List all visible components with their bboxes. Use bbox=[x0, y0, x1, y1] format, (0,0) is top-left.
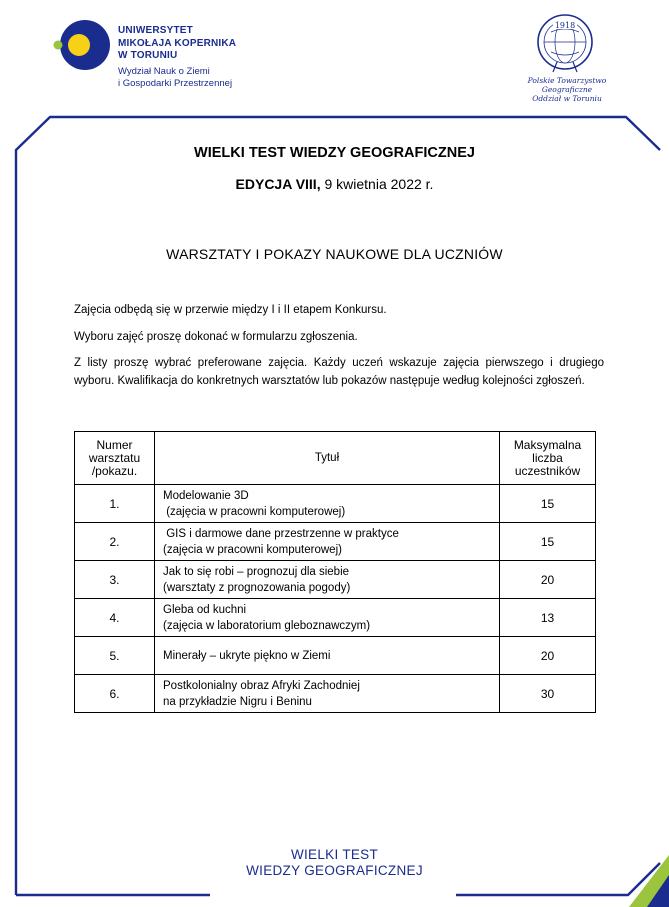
workshops-table bbox=[74, 431, 596, 713]
workshop-title bbox=[155, 523, 500, 561]
workshop-title-line: na przykładzie Nigru i Beninu bbox=[163, 695, 312, 708]
society-name: Polskie Towarzystwo Geograficzne Oddział w Toruniu bbox=[527, 76, 607, 103]
workshop-title-line: Gleba od kuchni bbox=[163, 603, 247, 616]
workshop-number: 4. bbox=[75, 599, 155, 637]
table-row bbox=[75, 599, 596, 637]
workshop-title-line: (warsztaty z prognozowania pogody) bbox=[163, 581, 351, 594]
table-row bbox=[75, 637, 596, 675]
header-max-participants: Maksymalna liczba uczestników bbox=[500, 432, 596, 485]
workshop-title-line: GIS i darmowe dane przestrzenne w praktyce bbox=[163, 527, 399, 540]
table-header-row bbox=[75, 432, 596, 485]
workshop-number: 1. bbox=[75, 485, 155, 523]
svg-text:1918: 1918 bbox=[554, 21, 576, 30]
paragraph-schedule: Zajęcia odbędą się w przerwie między I i II etapem Konkursu. bbox=[74, 304, 387, 316]
header-number: Numer warsztatu /pokazu. bbox=[75, 432, 155, 485]
workshop-title-line: Modelowanie 3D bbox=[163, 489, 249, 502]
edition-line bbox=[0, 176, 669, 192]
workshop-max-participants: 15 bbox=[500, 523, 596, 561]
table-row bbox=[75, 675, 596, 713]
umk-logo-icon bbox=[52, 17, 112, 73]
workshop-max-participants: 15 bbox=[500, 485, 596, 523]
workshop-max-participants: 20 bbox=[500, 637, 596, 675]
workshop-title bbox=[155, 675, 500, 713]
workshop-max-participants: 20 bbox=[500, 561, 596, 599]
department-name: Wydział Nauk o Ziemi i Gospodarki Przestrzennej bbox=[118, 66, 233, 89]
section-subtitle: WARSZTATY I POKAZY NAUKOWE DLA UCZNIÓW bbox=[166, 246, 503, 262]
workshop-title bbox=[155, 637, 500, 675]
table-row bbox=[75, 523, 596, 561]
workshop-number: 3. bbox=[75, 561, 155, 599]
workshop-number: 2. bbox=[75, 523, 155, 561]
university-name: UNIWERSYTET MIKOŁAJA KOPERNIKA W TORUNIU bbox=[118, 25, 237, 61]
table-row bbox=[75, 561, 596, 599]
workshop-title bbox=[155, 485, 500, 523]
edition-label: EDYCJA VIII, bbox=[235, 176, 321, 192]
workshop-number: 6. bbox=[75, 675, 155, 713]
paragraph-selection: Z listy proszę wybrać preferowane zajęcia. Każdy uczeń wskazuje zajęcia pierwszego i drugiego wyboru. Kwalifikacja do konkretnych warsztatów lub pokazów następuje według kolejności zgłoszeń. bbox=[74, 357, 604, 387]
workshop-title bbox=[155, 599, 500, 637]
workshop-title-line: (zajęcia w laboratorium gleboznawczym) bbox=[163, 619, 371, 632]
document-title: WIELKI TEST WIEDZY GEOGRAFICZNEJ bbox=[194, 145, 475, 161]
workshop-title bbox=[155, 561, 500, 599]
workshop-title-line: Minerały – ukryte piękno w Ziemi bbox=[163, 649, 331, 662]
ptg-seal-icon bbox=[531, 10, 599, 78]
header-title: Tytuł bbox=[155, 432, 500, 485]
workshop-max-participants: 13 bbox=[500, 599, 596, 637]
workshop-title-line: Postkolonialny obraz Afryki Zachodniej bbox=[163, 679, 360, 692]
workshop-title-line: Jak to się robi – prognozuj dla siebie bbox=[163, 565, 350, 578]
workshop-max-participants: 30 bbox=[500, 675, 596, 713]
workshop-title-line: (zajęcia w pracowni komputerowej) bbox=[163, 543, 342, 556]
workshop-number: 5. bbox=[75, 637, 155, 675]
paragraph-form: Wyboru zajęć proszę dokonać w formularzu zgłoszenia. bbox=[74, 331, 358, 343]
table-row bbox=[75, 485, 596, 523]
workshop-title-line: (zajęcia w pracowni komputerowej) bbox=[163, 505, 346, 518]
footer-brand: WIELKI TEST WIEDZY GEOGRAFICZNEJ bbox=[246, 847, 423, 878]
edition-date: 9 kwietnia 2022 r. bbox=[320, 176, 434, 192]
